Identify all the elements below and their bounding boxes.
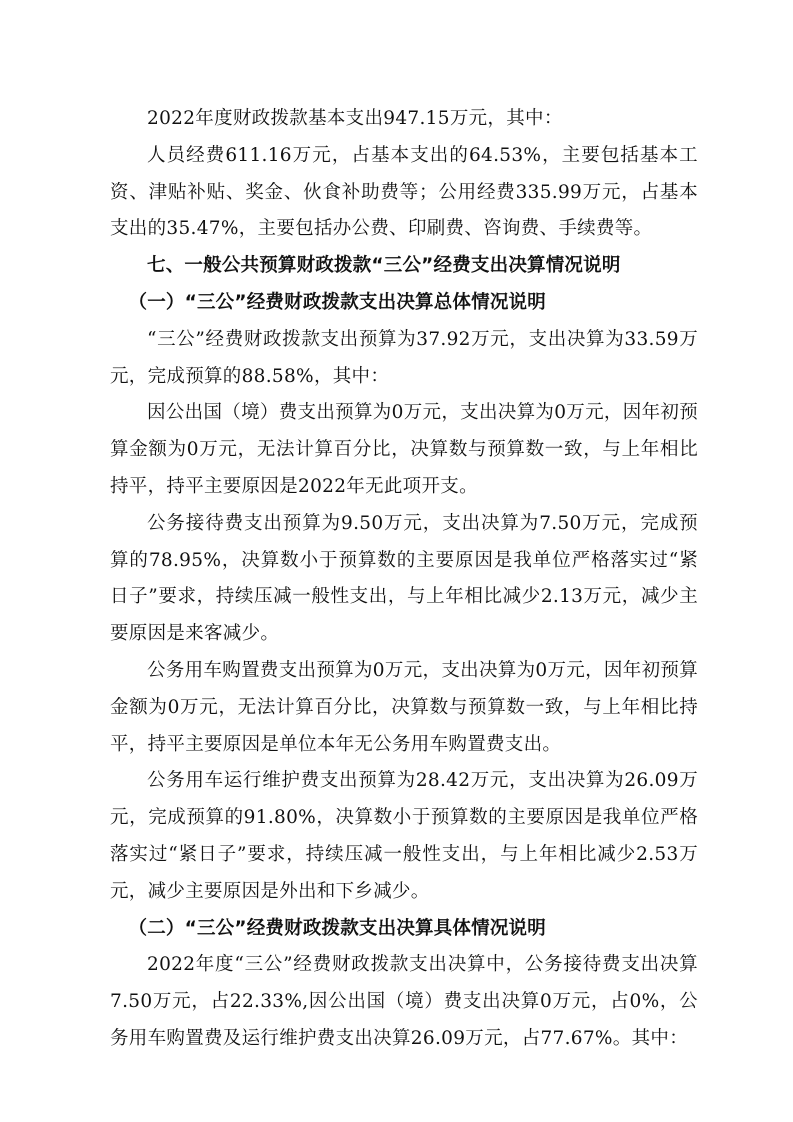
overseas-travel-expenses: 因公出国（境）费支出预算为0万元，支出决算为0万元，因年初预算金额为0万元，无法计算百分比，决算数与预算数一致，与上年相比持平，持平主要原因是2022年无此项开支。 <box>110 402 698 497</box>
vehicle-operation-expenses: 公务用车运行维护费支出预算为28.42万元，支出决算为26.09万元，完成预算的91.80%，决算数小于预算数的主要原因是我单位严格落实过“紧日子”要求，持续压减一般性支出，与上年相比减少2.53万元，减少主要原因是外出和下乡减少。 <box>110 770 698 902</box>
section-heading-seven: 七、一般公共预算财政拨款“三公”经费支出决算情况说明 <box>147 255 621 277</box>
official-reception-expenses: 公务接待费支出预算为9.50万元，支出决算为7.50万元，完成预算的78.95%，决算数小于预算数的主要原因是我单位严格落实过“紧日子”要求，持续压减一般性支出，与上年相比减少2.13万元，减少主要原因是来客减少。 <box>110 512 698 645</box>
three-public-expenses-breakdown: 2022年度“三公”经费财政拨款支出决算中，公务接待费支出决算7.50万元，占22.33%,因公出国（境）费支出决算0万元，占0%，公务用车购置费及运行维护费支出决算26.09万元，占77.67%。其中： <box>110 954 698 1049</box>
three-public-expenses-total: “三公”经费财政拨款支出预算为37.92万元，支出决算为33.59万元，完成预算的88.58%，其中： <box>110 328 698 387</box>
basic-expenditure-summary: 2022年度财政拨款基本支出947.15万元，其中： <box>147 108 563 129</box>
vehicle-purchase-expenses: 公务用车购置费支出预算为0万元，支出决算为0万元，因年初预算金额为0万元，无法计算百分比，决算数与预算数一致，与上年相比持平，持平主要原因是单位本年无公务用车购置费支出。 <box>110 659 698 755</box>
personnel-and-public-expenses: 人员经费611.16万元，占基本支出的64.53%，主要包括基本工资、津贴补贴、奖金、伙食补助费等；公用经费335.99万元，占基本支出的35.47%，主要包括办公费、印刷费、咨询费、手续费等。 <box>110 144 698 240</box>
subsection-heading-details: （二）“三公”经费财政拨款支出决算具体情况说明 <box>128 917 546 939</box>
subsection-heading-overall: （一）“三公”经费财政拨款支出决算总体情况说明 <box>128 291 546 313</box>
document-body <box>110 101 698 1058</box>
